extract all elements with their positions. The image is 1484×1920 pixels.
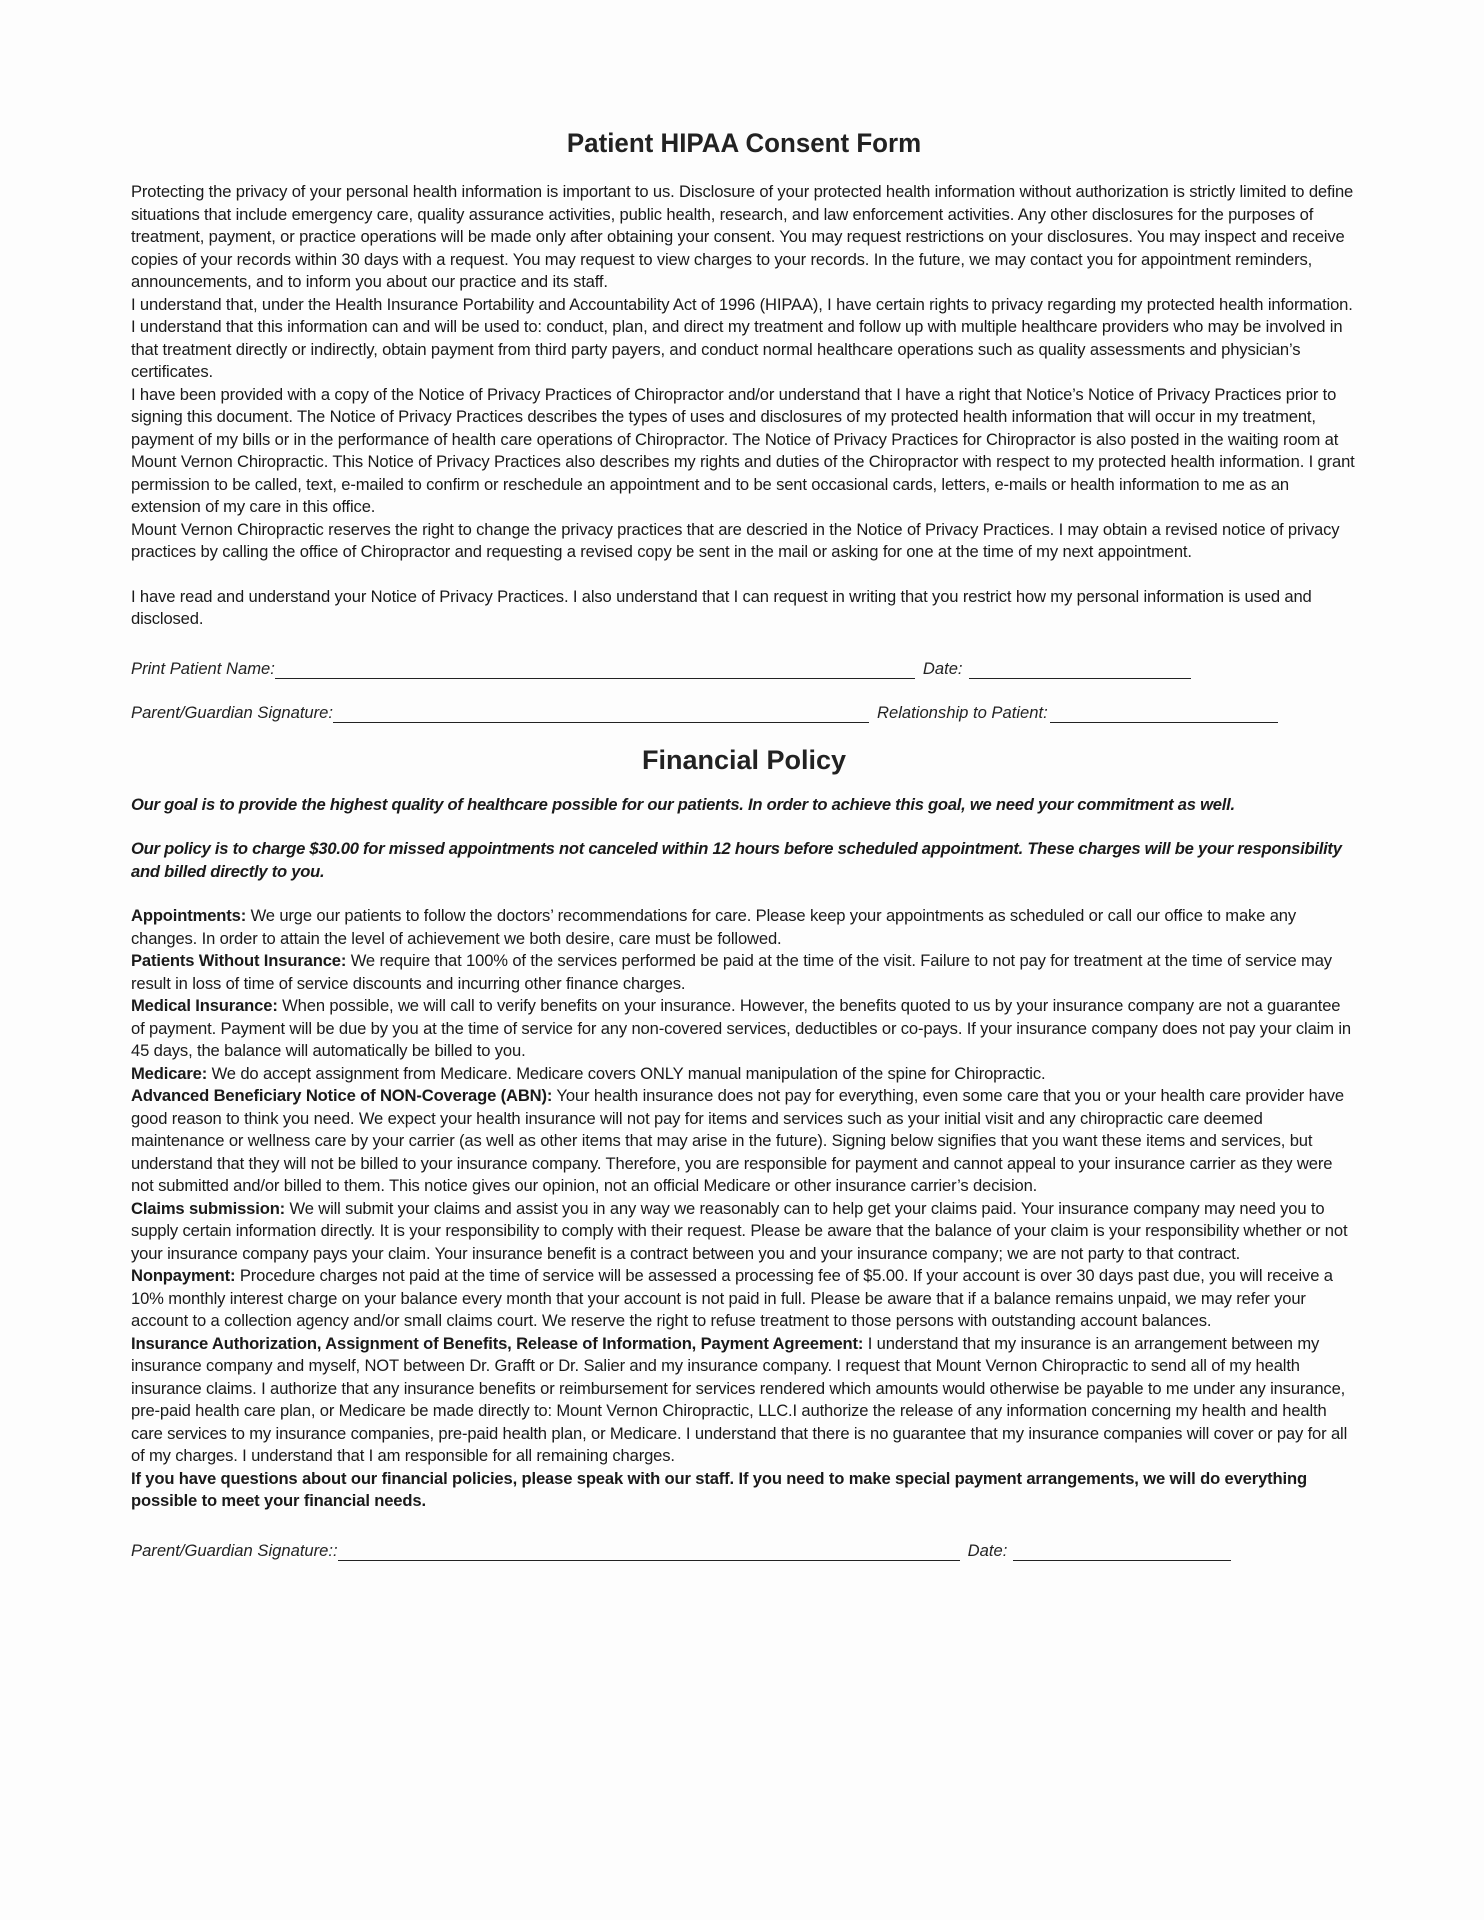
hipaa-paragraph-acknowledgement: I have read and understand your Notice of Privacy Practices. I also understand that I can request in writing that you restrict how my personal information is used and disclosed. (131, 586, 1312, 628)
section-heading: Medical Insurance: (131, 996, 278, 1015)
guardian-signature-row (131, 701, 1357, 723)
section-text: Your health insurance does not pay for everything, even some care that you or your health care provider have good reason to think you need. We expect your health insurance will not pay for items and services such as your initial visit and any chiropractic care deemed maintenance or wellness care by your carrier (as well as other items that may arise in the future). Signing below signifies that you want these items and services, but understand that they will not be billed to your insurance company. Therefore, you are responsible for payment and cannot appeal to your insurance carrier as they were not submitted and/or billed to them. This notice gives our opinion, not an official Medicare or other insurance carrier’s decision. (131, 1086, 1344, 1195)
hipaa-paragraph-changes: Mount Vernon Chiropractic reserves the right to change the privacy practices that are descried in the Notice of Privacy Practices. I may obtain a revised notice of privacy practices by calling the office of Chiropractor and requesting a revised copy be sent in the mail or asking for one at the time of my next appointment. (131, 519, 1340, 561)
section-text: We require that 100% of the services performed be paid at the time of the visit. Failure to not pay for treatment at the time of service may result in loss of time of service discounts and incurring other finance charges. (131, 951, 1332, 993)
hipaa-title: Patient HIPAA Consent Form (566, 128, 922, 158)
spacer (131, 1513, 1357, 1539)
section-medical-insurance (131, 995, 1357, 1063)
section-text: When possible, we will call to verify benefits on your insurance. However, the benefits quoted to us by your insurance company are not a guarantee of payment. Payment will be due by you at the time of service for any non-covered services, deductibles or co-pays. If your insurance company does not pay your claim in 45 days, the balance will automatically be billed to you. (131, 996, 1351, 1060)
section-text: I understand that my insurance is an arrangement between my insurance company and myself, NOT between Dr. Grafft or Dr. Salier and my insurance company. I request that Mount Vernon Chiropractic to send all of my health insurance claims. I authorize that any insurance benefits or reimbursement for services rendered which amounts would otherwise be payable to me under any insurance, pre-paid health care plan, or Medicare be made directly to: Mount Vernon Chiropractic, LLC.I authorize the release of any information concerning my health and health care services to my insurance companies, pre-paid health plan, or Medicare. I understand that there is no guarantee that my insurance companies will cover or pay for all of my charges. I understand that I am responsible for all remaining charges. (131, 1333, 1348, 1465)
date-label: Date: (922, 658, 963, 678)
section-heading: Advanced Beneficiary Notice of NON-Coverage (ABN): (131, 1086, 553, 1105)
spacer (131, 564, 1357, 586)
hipaa-paragraph-rights: I understand that, under the Health Insurance Portability and Accountability Act of 1996 (HIPAA), I have certain rights to privacy regarding my protected health information. I understand that this information can and will be used to: conduct, plan, and direct my treatment and follow up with multiple healthcare providers who may be involved in that treatment directly or indirectly, obtain payment from third party payers, and conduct normal healthcare operations such as quality assessments and physician’s certificates. (131, 294, 1353, 381)
financial-policy-title: Financial Policy (641, 744, 847, 775)
relationship-label: Relationship to Patient: (877, 702, 1048, 722)
section-heading: Insurance Authorization, Assignment of Benefits, Release of Information, Payment Agreement: (131, 1333, 864, 1353)
financial-date-label: Date: (967, 1540, 1008, 1560)
section-abn (131, 1085, 1357, 1198)
missed-appointment-policy: Our policy is to charge $30.00 for missed appointments not canceled within 12 hours before scheduled appointment. These charges will be your responsibility and billed directly to you. (131, 839, 1342, 881)
section-heading: Patients Without Insurance: (131, 951, 347, 970)
financial-guardian-signature-field[interactable] (338, 1544, 960, 1561)
spacer (131, 883, 1357, 905)
section-text: We will submit your claims and assist you in any way we reasonably can to help get your claims paid. Your insurance company may need you to supply certain information directly. It is your responsibility to comply with their request. Please be aware that the balance of your claim is your responsibility whether or not your insurance company pays your claim. Your insurance benefit is a contract between you and your insurance company; we are not party to that contract. (131, 1198, 1348, 1263)
section-heading: Medicare: (131, 1063, 208, 1083)
section-nonpayment (131, 1265, 1357, 1333)
financial-goal-statement: Our goal is to provide the highest quality of healthcare possible for our patients. In order to achieve this goal, we need your commitment as well. (131, 794, 1235, 814)
financial-date-field[interactable] (1013, 1544, 1231, 1561)
patient-name-field[interactable] (275, 662, 915, 679)
spacer (131, 631, 1357, 657)
hipaa-paragraph-notice: I have been provided with a copy of the Notice of Privacy Practices of Chiropractor and/or understand that I have a right that Notice’s Notice of Privacy Practices prior to signing this document. The Notice of Privacy Practices describes the types of uses and disclosures of my protected health information that will occur in my treatment, payment of my bills or in the performance of health care operations of Chiropractor. The Notice of Privacy Practices for Chiropractor is also posted in the waiting room at Mount Vernon Chiropractic. This Notice of Privacy Practices also describes my rights and duties of the Chiropractor with respect to my protected health information. I grant permission to be called, text, e-mailed to confirm or reschedule an appointment and to be sent occasional cards, letters, e-mails or health information to me as an extension of my care in this office. (131, 384, 1355, 516)
financial-closing-statement: If you have questions about our financial policies, please speak with our staff. If you need to make special payment arrangements, we will do everything possible to meet your financial needs. (131, 1468, 1307, 1510)
guardian-signature-field[interactable] (333, 706, 869, 723)
guardian-signature-label: Parent/Guardian Signature: (131, 702, 334, 722)
section-text: Procedure charges not paid at the time of service will be assessed a processing fee of $5.00. If your account is over 30 days past due, you will receive a 10% monthly interest charge on your balance every month that your account is not paid in full. Please be aware that if a balance remains unpaid, we may refer your account to a collection agency and/or small claims court. We reserve the right to refuse treatment to those persons with outstanding account balances. (131, 1266, 1333, 1330)
relationship-field[interactable] (1050, 706, 1278, 723)
section-patients-without-insurance (131, 950, 1357, 995)
section-text: We do accept assignment from Medicare. Medicare covers ONLY manual manipulation of the spine for Chiropractic. (207, 1063, 1046, 1083)
patient-name-row (131, 657, 1357, 679)
section-appointments (131, 905, 1357, 950)
section-heading: Appointments: (131, 906, 247, 925)
section-heading: Nonpayment: (131, 1266, 236, 1285)
date-field[interactable] (969, 662, 1191, 679)
section-text: We urge our patients to follow the doctors’ recommendations for care. Please keep your appointments as scheduled or call our office to make any changes. In order to attain the level of achievement we both desire, care must be followed. (131, 906, 1297, 948)
document-content (131, 128, 1357, 1583)
section-medicare (131, 1063, 1357, 1086)
hipaa-paragraph-privacy: Protecting the privacy of your personal health information is important to us. Disclosure of your protected health information without authorization is strictly limited to define situations that include emergency care, quality assurance activities, public health, research, and law enforcement activities. Any other disclosures for the purposes of treatment, payment, or practice operations will be made only after obtaining your consent. You may request restrictions on your disclosures. You may inspect and receive copies of your records within 30 days with a request. You may request to view charges to your records. In the future, we may contact you for appointment reminders, announcements, and to inform you about our practice and its staff. (131, 182, 1354, 291)
section-claims-submission (131, 1198, 1357, 1266)
section-heading: Claims submission: (131, 1198, 286, 1218)
section-insurance-authorization (131, 1333, 1357, 1468)
patient-name-label: Print Patient Name: (131, 658, 275, 678)
financial-signature-row (131, 1539, 1357, 1561)
financial-guardian-signature-label: Parent/Guardian Signature:: (131, 1540, 338, 1560)
spacer (131, 816, 1357, 838)
